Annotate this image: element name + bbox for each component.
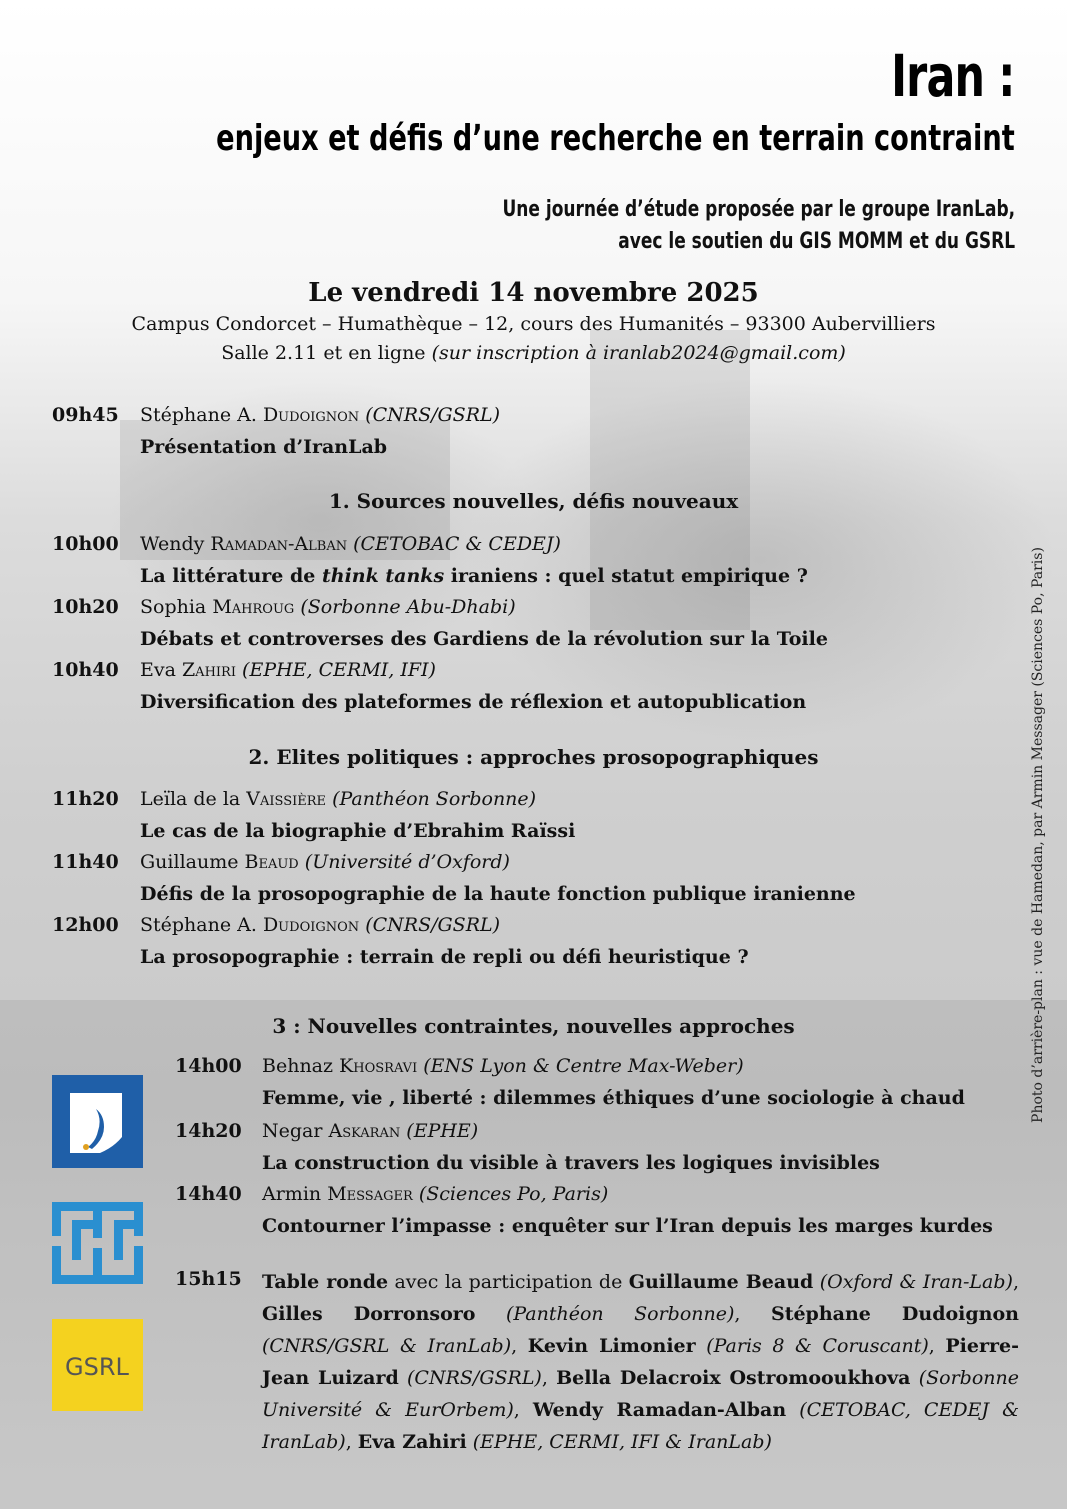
speaker-affiliation: (EPHE, CERMI, IFI) bbox=[242, 659, 436, 681]
speaker-surname: Vaissière bbox=[246, 788, 327, 810]
speaker-surname: Askaran bbox=[328, 1120, 401, 1142]
momm-logo bbox=[52, 1200, 143, 1287]
speaker-surname: Messager bbox=[327, 1183, 413, 1205]
section-heading: 1. Sources nouvelles, défis nouveaux bbox=[328, 489, 739, 513]
participant-name: Guillaume Beaud bbox=[628, 1271, 814, 1293]
speaker: Negar Askaran (EPHE) bbox=[262, 1120, 479, 1142]
speaker-surname: Dudoignon bbox=[262, 914, 360, 936]
participant-affiliation: (Panthéon Sorbonne) bbox=[475, 1303, 735, 1325]
speaker-surname: Beaud bbox=[244, 851, 299, 873]
slot-time: 10h40 bbox=[52, 659, 119, 681]
participant-name: Bella Delacroix Ostromooukhova bbox=[556, 1367, 911, 1389]
speaker-affiliation: (Université d’Oxford) bbox=[304, 851, 510, 873]
slot-time: 09h45 bbox=[52, 404, 119, 426]
registration-note: (sur inscription à iranlab2024@gmail.com) bbox=[431, 342, 846, 364]
iranlab-logo bbox=[52, 1075, 143, 1168]
speaker: Leïla de la Vaissière (Panthéon Sorbonne) bbox=[140, 788, 537, 810]
talk-title: Contourner l’impasse : enquêter sur l’Iran depuis les marges kurdes bbox=[262, 1215, 993, 1237]
slot-time: 14h40 bbox=[175, 1183, 242, 1205]
speaker-affiliation: (Panthéon Sorbonne) bbox=[332, 788, 537, 810]
event-date: Le vendredi 14 novembre 2025 bbox=[308, 278, 759, 308]
roundtable-label: Table ronde bbox=[262, 1271, 389, 1293]
talk-title: Diversification des plateformes de réflexion et autopublication bbox=[140, 691, 807, 713]
speaker-affiliation: (CNRS/GSRL) bbox=[365, 914, 501, 936]
slot-time: 14h00 bbox=[175, 1055, 242, 1077]
talk-title: Défis de la prosopographie de la haute fonction publique iranienne bbox=[140, 883, 856, 905]
participant-affiliation: (Oxford & Iran-Lab) bbox=[813, 1271, 1013, 1293]
participant-name: Stéphane Dudoignon bbox=[770, 1303, 1019, 1325]
section-heading: 2. Elites politiques : approches prosopographiques bbox=[248, 745, 819, 769]
speaker: Guillaume Beaud (Université d’Oxford) bbox=[140, 851, 510, 873]
participant-affiliation: (CETOBAC, CEDEJ & IranLab) bbox=[262, 1399, 1019, 1453]
talk-title: Présentation d’IranLab bbox=[140, 436, 388, 458]
slot-time: 11h40 bbox=[52, 851, 119, 873]
speaker: Stéphane A. Dudoignon (CNRS/GSRL) bbox=[140, 914, 501, 936]
participant-affiliation: (Sorbonne Université & EurOrbem) bbox=[262, 1367, 1019, 1421]
participant-affiliation: (CNRS/GSRL & IranLab) bbox=[262, 1335, 512, 1357]
speaker-affiliation: (Sorbonne Abu-Dhabi) bbox=[300, 596, 516, 618]
event-venue: Campus Condorcet – Humathèque – 12, cours des Humanités – 93300 Aubervilliers bbox=[131, 313, 936, 335]
event-subtitle: enjeux et défis d’une recherche en terrain contraint bbox=[216, 118, 1015, 159]
speaker-affiliation: (CNRS/GSRL) bbox=[365, 404, 501, 426]
gsrl-logo bbox=[52, 1319, 143, 1411]
slot-time: 12h00 bbox=[52, 914, 119, 936]
roundtable-participants: Guillaume Beaud (Oxford & Iran-Lab), Gilles Dorronsoro (Panthéon Sorbonne), Stéphane Dudoignon (CNRS/GSRL & IranLab), Kevin Limonier (Paris 8 & Coruscant), Pierre-Jean Luizard (CNRS/GSRL), Bella Delacroix Ostromooukhova (Sorbonne Université & EurOrbem), Wendy Ramadan-Alban (CETOBAC, CEDEJ & IranLab), Eva Zahiri (EPHE, CERMI, IFI & IranLab) bbox=[262, 1271, 1020, 1453]
speaker-surname: Mahroug bbox=[212, 596, 295, 618]
talk-title: Femme, vie , liberté : dilemmes éthiques d’une sociologie à chaud bbox=[262, 1087, 965, 1109]
room-label: Salle 2.11 et en ligne bbox=[221, 342, 426, 364]
event-title: Iran : bbox=[891, 42, 1015, 110]
speaker-affiliation: (EPHE) bbox=[406, 1120, 479, 1142]
participant-name: Gilles Dorronsoro bbox=[262, 1303, 476, 1325]
slot-time: 10h00 bbox=[52, 533, 119, 555]
speaker-affiliation: (ENS Lyon & Centre Max-Weber) bbox=[423, 1055, 744, 1077]
talk-title: Le cas de la biographie d’Ebrahim Raïssi bbox=[140, 820, 576, 842]
slot-time: 14h20 bbox=[175, 1120, 242, 1142]
gsrl-logo-text: GSRL bbox=[65, 1353, 129, 1381]
participant-name: Wendy Ramadan-Alban bbox=[532, 1399, 787, 1421]
organizers-line-2: avec le soutien du GIS MOMM et du GSRL bbox=[618, 229, 1015, 254]
speaker: Armin Messager (Sciences Po, Paris) bbox=[262, 1183, 609, 1205]
talk-title: Débats et controverses des Gardiens de la révolution sur la Toile bbox=[140, 628, 828, 650]
talk-title: La prosopographie : terrain de repli ou défi heuristique ? bbox=[140, 946, 749, 968]
roundtable-text: Table ronde avec la participation de Guillaume Beaud (Oxford & Iran-Lab), Gilles Dorronsoro (Panthéon Sorbonne), Stéphane Dudoignon (CNRS/GSRL & IranLab), Kevin Limonier (Paris 8 & Coruscant), Pierre-Jean Luizard (CNRS/GSRL), Bella Delacroix Ostromooukhova (Sorbonne Université & EurOrbem), Wendy Ramadan-Alban (CETOBAC, CEDEJ & IranLab), Eva Zahiri (EPHE, CERMI, IFI & IranLab) bbox=[262, 1271, 1020, 1453]
section-heading: 3 : Nouvelles contraintes, nouvelles approches bbox=[272, 1014, 795, 1038]
participant-name: Kevin Limonier bbox=[527, 1335, 696, 1357]
gsrl-logo-icon bbox=[52, 1319, 143, 1411]
momm-logo-icon bbox=[52, 1200, 143, 1287]
participant-affiliation: (CNRS/GSRL) bbox=[398, 1367, 542, 1389]
iranlab-logo-icon bbox=[52, 1075, 143, 1168]
participant-name: Eva Zahiri bbox=[357, 1431, 467, 1453]
photo-credit: Photo d’arrière-plan : vue de Hamedan, par Armin Messager (Sciences Po, Paris) bbox=[1030, 547, 1046, 1123]
speaker-affiliation: (Sciences Po, Paris) bbox=[418, 1183, 609, 1205]
speaker-surname: Ramadan-Alban bbox=[210, 533, 348, 555]
organizers-line-1: Une journée d’étude proposée par le groupe IranLab, bbox=[502, 197, 1015, 222]
participant-name: Pierre-Jean Luizard bbox=[262, 1335, 1019, 1389]
event-room bbox=[0, 342, 1067, 364]
participant-affiliation: (Paris 8 & Coruscant) bbox=[695, 1335, 929, 1357]
slot-time: 10h20 bbox=[52, 596, 119, 618]
speaker: Wendy Ramadan-Alban (CETOBAC & CEDEJ) bbox=[140, 533, 561, 555]
slot-time: 11h20 bbox=[52, 788, 119, 810]
speaker: Stéphane A. Dudoignon (CNRS/GSRL) bbox=[140, 404, 501, 426]
speaker: Behnaz Khosravi (ENS Lyon & Centre Max-Weber) bbox=[262, 1055, 744, 1077]
speaker-surname: Khosravi bbox=[339, 1055, 418, 1077]
speaker-affiliation: (CETOBAC & CEDEJ) bbox=[353, 533, 561, 555]
organizers-block bbox=[502, 194, 1015, 258]
speaker: Sophia Mahroug (Sorbonne Abu-Dhabi) bbox=[140, 596, 516, 618]
talk-title: La littérature de think tanks iraniens : quel statut empirique ? bbox=[140, 565, 808, 587]
talk-title: La construction du visible à travers les logiques invisibles bbox=[262, 1152, 880, 1174]
speaker-surname: Zahiri bbox=[181, 659, 236, 681]
speaker-surname: Dudoignon bbox=[262, 404, 360, 426]
participant-affiliation: (EPHE, CERMI, IFI & IranLab) bbox=[466, 1431, 772, 1453]
slot-time: 15h15 bbox=[175, 1268, 242, 1290]
speaker: Eva Zahiri (EPHE, CERMI, IFI) bbox=[140, 659, 436, 681]
